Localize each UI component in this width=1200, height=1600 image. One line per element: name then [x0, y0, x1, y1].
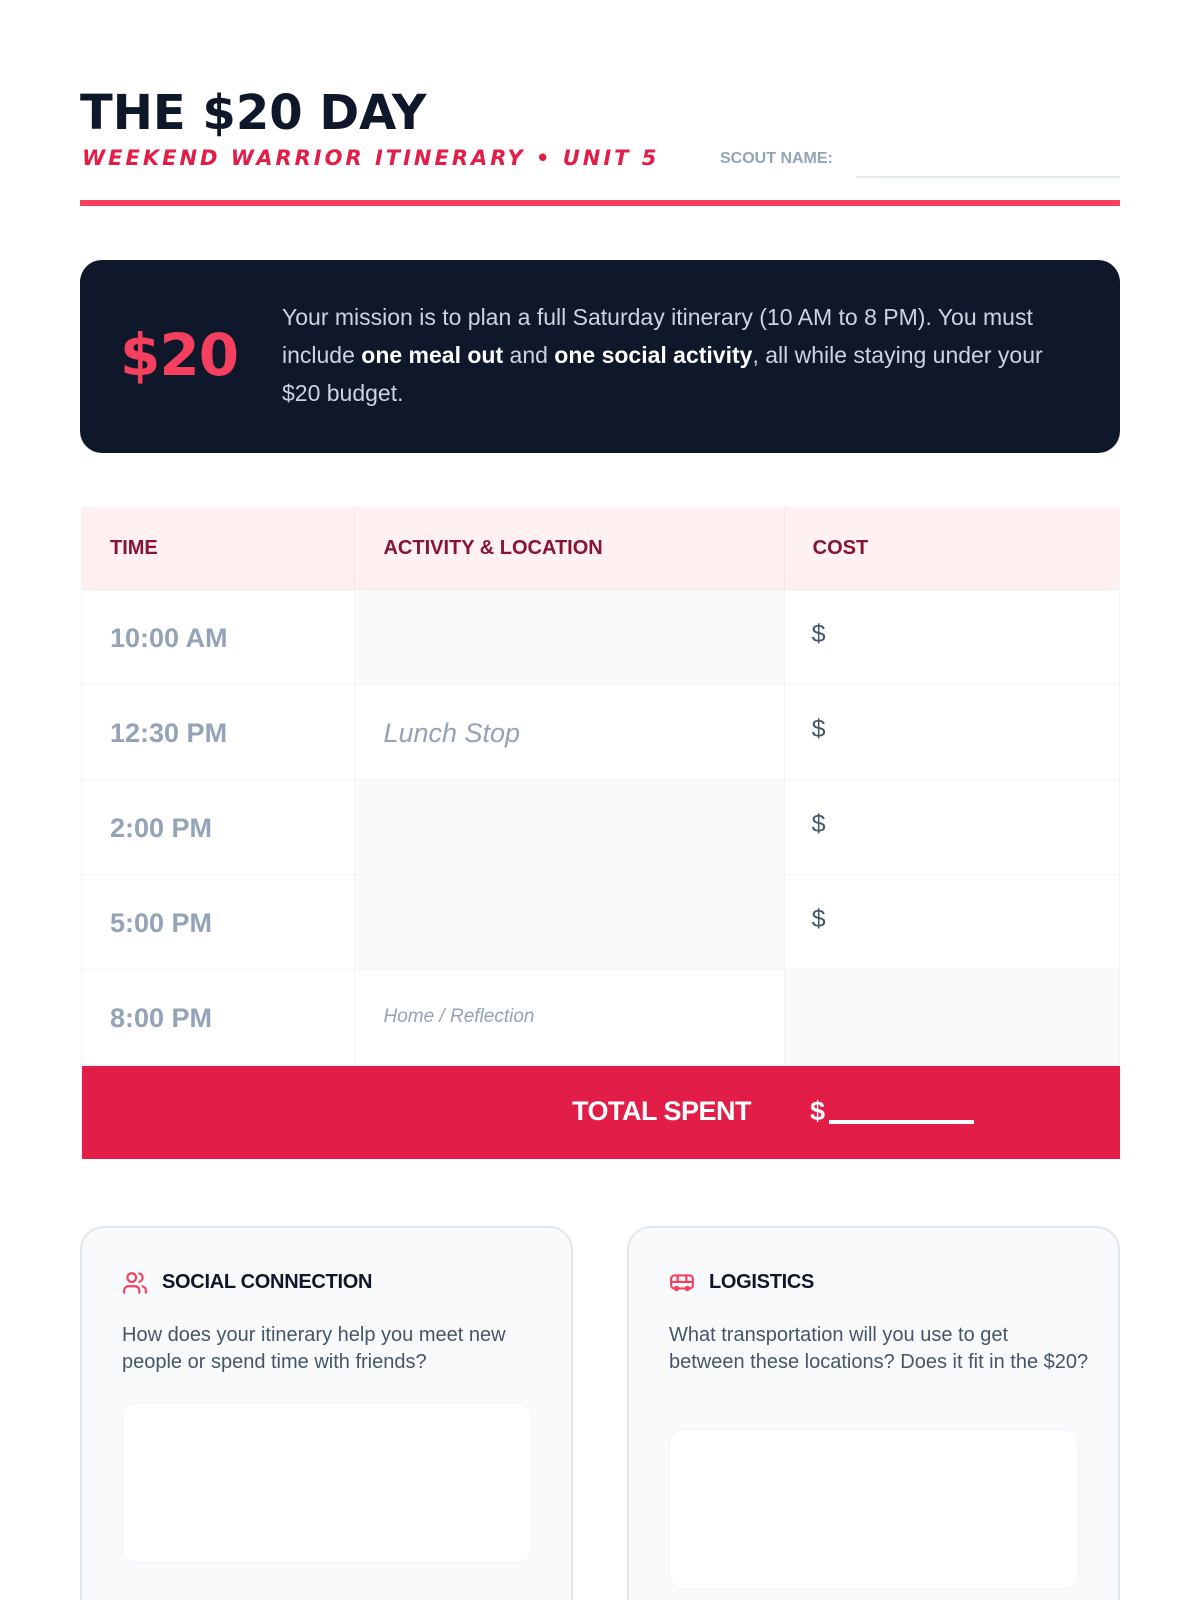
logistics-card — [627, 1226, 1120, 1600]
activity-input[interactable] — [355, 590, 784, 684]
cost-input[interactable] — [785, 590, 1119, 684]
mission-banner — [80, 260, 1120, 453]
logistics-answer-box[interactable] — [669, 1429, 1079, 1589]
cost-label: $ — [811, 905, 826, 933]
activity-input[interactable] — [355, 970, 784, 1064]
table-row — [82, 685, 1119, 780]
social-connection-card — [80, 1226, 573, 1600]
time-cell — [82, 685, 355, 779]
mission-description — [282, 298, 1072, 412]
time-label: 10:00 AM — [110, 623, 228, 653]
total-blank-line — [829, 1120, 974, 1124]
time-cell — [82, 780, 355, 874]
page-title: THE $20 DAY — [80, 85, 427, 141]
mission-text-3: , all while staying under your $20 budget. — [282, 342, 1043, 406]
cost-input[interactable] — [785, 685, 1119, 779]
total-spent-bar — [82, 1066, 1120, 1159]
cost-input[interactable] — [785, 875, 1119, 969]
page-subtitle: WEEKEND WARRIOR ITINERARY • UNIT 5 — [82, 146, 660, 170]
table-row — [82, 780, 1119, 875]
social-answer-box[interactable] — [122, 1403, 532, 1563]
logistics-card-title: LOGISTICS — [709, 1271, 815, 1293]
mission-text-1: Your mission is to plan a full Saturday itinerary (10 AM to 8 PM). You must include — [282, 304, 1033, 368]
time-cell — [82, 970, 355, 1064]
time-label: 12:30 PM — [110, 718, 228, 748]
table-row — [82, 970, 1119, 1065]
cost-input[interactable] — [785, 780, 1119, 874]
header-label-time: TIME — [110, 537, 158, 559]
time-label: 2:00 PM — [110, 813, 213, 843]
table-header-row — [82, 508, 1119, 590]
worksheet-header — [80, 80, 1120, 206]
header-cell-time — [82, 508, 355, 589]
header-label-cost: COST — [812, 537, 869, 559]
scout-name-label: SCOUT NAME: — [720, 150, 833, 167]
cost-label: $ — [811, 620, 826, 648]
bus-icon — [669, 1270, 695, 1296]
header-cell-activity — [355, 508, 784, 589]
cost-label: $ — [811, 715, 826, 743]
activity-input[interactable] — [355, 780, 784, 874]
time-label: 5:00 PM — [110, 908, 213, 938]
scout-name-input[interactable] — [856, 152, 1120, 178]
mission-bold-meal: one meal out — [361, 342, 504, 368]
logistics-card-question: What transportation will you use to get between these locations? Does it fit in the $20? — [669, 1324, 1089, 1373]
time-label: 8:00 PM — [110, 1003, 213, 1033]
mission-bold-social: one social activity — [554, 342, 753, 368]
activity-input[interactable] — [355, 875, 784, 969]
activity-input[interactable] — [355, 685, 784, 779]
scout-name-field-group — [720, 146, 1120, 174]
social-card-question: How does your itinerary help you meet new people or spend time with friends? — [122, 1324, 506, 1373]
header-cell-cost — [785, 508, 1119, 589]
cost-label: $ — [811, 810, 826, 838]
activity-label: Home / Reflection — [383, 1006, 535, 1027]
time-cell — [82, 590, 355, 684]
social-card-title: SOCIAL CONNECTION — [162, 1271, 373, 1293]
cost-cell-empty — [785, 970, 1119, 1064]
total-currency: $ — [810, 1096, 826, 1126]
total-spent-input[interactable] — [810, 1096, 974, 1127]
itinerary-table — [81, 507, 1120, 1066]
time-cell — [82, 875, 355, 969]
header-label-activity: ACTIVITY & LOCATION — [383, 537, 603, 559]
budget-amount: $20 — [120, 321, 239, 389]
table-row — [82, 590, 1119, 685]
activity-label: Lunch Stop — [383, 718, 521, 748]
total-spent-label: TOTAL SPENT — [572, 1096, 752, 1126]
mission-text-2: and — [503, 342, 555, 368]
table-row — [82, 875, 1119, 970]
users-icon — [122, 1270, 148, 1296]
